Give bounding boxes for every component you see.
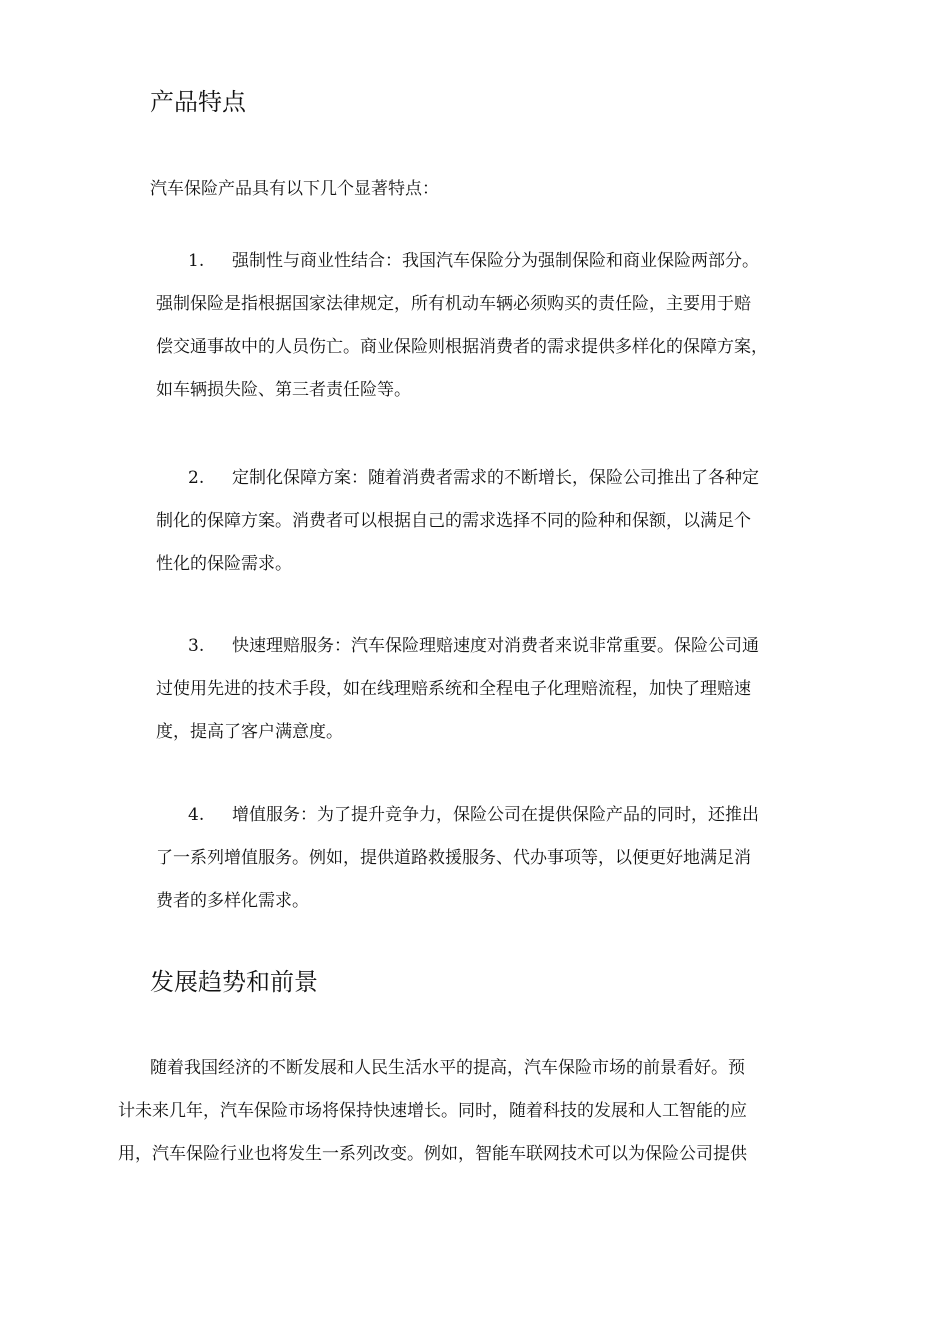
paragraph-line: 计未来几年，汽车保险市场将保持快速增长。同时，随着科技的发展和人工智能的应 — [118, 1101, 747, 1121]
list-item-4 — [156, 794, 759, 923]
list-item-first-line: 4. 增值服务：为了提升竞争力，保险公司在提供保险产品的同时，还推出 — [156, 794, 759, 837]
paragraph-line: 随着我国经济的不断发展和人民生活水平的提高，汽车保险市场的前景看好。预 — [150, 1058, 745, 1078]
list-item-line: 强制保险是指根据国家法律规定，所有机动车辆必须购买的责任险，主要用于赔 — [156, 294, 751, 314]
list-item-line: 偿交通事故中的人员伤亡。商业保险则根据消费者的需求提供多样化的保障方案， — [156, 337, 768, 357]
list-item-number: 4. — [188, 805, 205, 825]
list-item-line: 费者的多样化需求。 — [156, 891, 309, 911]
list-item-line: 了一系列增值服务。例如，提供道路救援服务、代办事项等，以便更好地满足消 — [156, 848, 751, 868]
list-item-number: 3. — [188, 636, 205, 656]
list-item-line: 度，提高了客户满意度。 — [156, 722, 343, 742]
paragraph-line: 用，汽车保险行业也将发生一系列改变。例如，智能车联网技术可以为保险公司提供 — [118, 1144, 747, 1164]
intro-paragraph: 汽车保险产品具有以下几个显著特点： — [150, 179, 439, 199]
list-item-line: 性化的保险需求。 — [156, 554, 292, 574]
list-item-line: 过使用先进的技术手段，如在线理赔系统和全程电子化理赔流程，加快了理赔速 — [156, 679, 751, 699]
list-item-3 — [156, 625, 759, 754]
list-item-number: 1. — [188, 251, 205, 271]
list-item-line: 如车辆损失险、第三者责任险等。 — [156, 380, 411, 400]
list-item-first-line: 2. 定制化保障方案：随着消费者需求的不断增长，保险公司推出了各种定 — [156, 457, 759, 500]
section-heading-product-features: 产品特点 — [150, 88, 246, 116]
list-item-line: 制化的保障方案。消费者可以根据自己的需求选择不同的险种和保额，以满足个 — [156, 511, 751, 531]
trends-paragraph — [118, 1047, 747, 1176]
list-item-number: 2. — [188, 468, 205, 488]
list-item-2 — [156, 457, 759, 586]
list-item-1 — [156, 240, 768, 412]
section-heading-trends: 发展趋势和前景 — [150, 968, 318, 996]
list-item-first-line: 3. 快速理赔服务：汽车保险理赔速度对消费者来说非常重要。保险公司通 — [156, 625, 759, 668]
list-item-first-line: 1. 强制性与商业性结合：我国汽车保险分为强制保险和商业保险两部分。 — [156, 240, 768, 283]
